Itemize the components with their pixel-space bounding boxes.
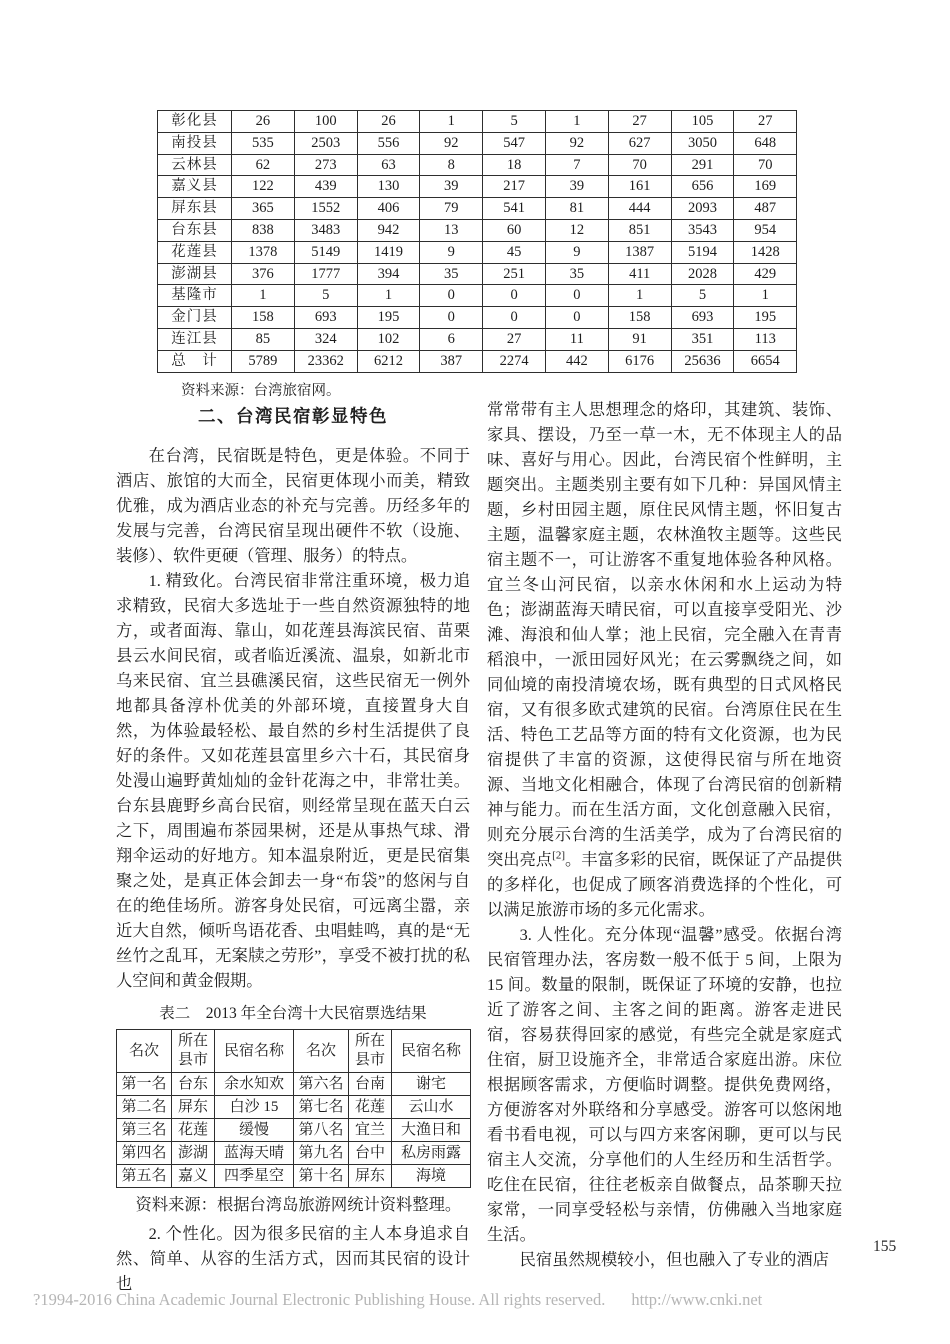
table-cell: 1552 [294, 198, 357, 220]
table-cell: 彰化县 [158, 111, 232, 133]
col-header-rank: 名次 [117, 1030, 172, 1073]
top-ten-minsu-table [116, 1029, 471, 1188]
table-cell: 1387 [608, 241, 671, 263]
table-cell: 1 [232, 285, 295, 307]
table-cell: 缓慢 [215, 1119, 294, 1142]
table-cell: 南投县 [158, 132, 232, 154]
table-cell: 387 [420, 350, 483, 372]
table-cell: 942 [357, 219, 420, 241]
table-cell: 439 [294, 176, 357, 198]
table-cell: 23362 [294, 350, 357, 372]
table-row [158, 307, 797, 329]
table-cell: 656 [671, 176, 734, 198]
table-cell: 26 [357, 111, 420, 133]
table-cell: 541 [483, 198, 546, 220]
table-cell: 27 [483, 328, 546, 350]
table-row [117, 1119, 471, 1142]
table-cell: 547 [483, 132, 546, 154]
table-cell: 5 [483, 111, 546, 133]
table-cell: 838 [232, 219, 295, 241]
table-cell: 5149 [294, 241, 357, 263]
table-cell: 35 [420, 263, 483, 285]
table-cell: 648 [734, 132, 797, 154]
table-row [158, 111, 797, 133]
table-cell: 251 [483, 263, 546, 285]
table-cell: 基隆市 [158, 285, 232, 307]
table-cell: 693 [294, 307, 357, 329]
table-cell: 1 [420, 111, 483, 133]
table-row [158, 285, 797, 307]
table-cell: 324 [294, 328, 357, 350]
section-heading: 二、台湾民宿彰显特色 [198, 406, 388, 426]
table-cell: 79 [420, 198, 483, 220]
table-cell: 627 [608, 132, 671, 154]
table-cell: 217 [483, 176, 546, 198]
table-cell: 27 [734, 111, 797, 133]
table-cell: 9 [420, 241, 483, 263]
paragraph-intro: 在台湾，民宿既是特色，更是体验。不同于酒店、旅馆的大而全，民宿更体现小而美，精致优雅，成为酒店业态的补充与完善。历经多年的发展与完善，台湾民宿呈现出硬件不软（设施、装修）、软件更硬（管理、服务）的特点。 [116, 446, 470, 565]
table-cell: 台中 [349, 1142, 392, 1165]
table-row [158, 350, 797, 372]
table-cell: 余水知欢 [215, 1073, 294, 1096]
table-cell: 0 [483, 307, 546, 329]
table-cell: 444 [608, 198, 671, 220]
table-cell: 总 计 [158, 350, 232, 372]
table-cell: 第五名 [117, 1165, 172, 1188]
table-cell: 411 [608, 263, 671, 285]
table-cell: 云林县 [158, 154, 232, 176]
table-cell: 1 [734, 285, 797, 307]
table-row [158, 328, 797, 350]
paragraph-personalization-cont [487, 397, 842, 922]
table-cell: 6654 [734, 350, 797, 372]
table-cell: 私房雨露 [392, 1142, 471, 1165]
table-row [117, 1096, 471, 1119]
table-cell: 蓝海天晴 [215, 1142, 294, 1165]
table-cell: 954 [734, 219, 797, 241]
paragraph-humanization: 3. 人性化。充分体现“温馨”感受。依据台湾民宿管理办法，客房数一般不低于 5 间，上限为 15 间。数量的限制，既保证了环境的安静，也拉近了游客之间、主客之间的距离。游客走进民宿，容易获得回家的感觉，有些完全就是家庭式住宿，厨卫设施齐全，非常适合家庭出游。床位根据顾客需求，方便临时调整。提供免费网络，方便游客对外联络和分享感受。游客可以悠闲地看书看电视，可以与四方来客闲聊，更可以与民宿主人交流，分享他们的人生经历和生活哲学。吃住在民宿，往往老板亲自做餐点，品茶聊天拉家常，一同享受轻松与亲情，仿佛融入当地家庭生活。 [487, 925, 842, 1244]
table-cell: 70 [608, 154, 671, 176]
table-cell: 273 [294, 154, 357, 176]
table-cell: 大渔日和 [392, 1119, 471, 1142]
table-cell: 35 [545, 263, 608, 285]
paragraph-professional: 民宿虽然规模较小，但也融入了专业的酒店 [519, 1250, 829, 1269]
table-cell: 6212 [357, 350, 420, 372]
county-stats-table-wrap [157, 110, 796, 373]
table-header-row [117, 1030, 471, 1073]
table-cell: 429 [734, 263, 797, 285]
table-cell: 1378 [232, 241, 295, 263]
table-cell: 39 [545, 176, 608, 198]
table-cell: 5789 [232, 350, 295, 372]
table-cell: 连江县 [158, 328, 232, 350]
table-cell: 351 [671, 328, 734, 350]
table-cell: 台南 [349, 1073, 392, 1096]
table-cell: 9 [545, 241, 608, 263]
table-cell: 113 [734, 328, 797, 350]
table-cell: 第七名 [294, 1096, 349, 1119]
col-header-rank: 名次 [294, 1030, 349, 1073]
table-cell: 2093 [671, 198, 734, 220]
table-cell: 693 [671, 307, 734, 329]
table-cell: 5194 [671, 241, 734, 263]
table-cell: 澎湖 [172, 1142, 215, 1165]
table-cell: 8 [420, 154, 483, 176]
table-row [117, 1142, 471, 1165]
table-cell: 556 [357, 132, 420, 154]
table-cell: 台东县 [158, 219, 232, 241]
table-row [117, 1165, 471, 1188]
table2-caption: 表二 2013 年全台湾十大民宿票选结果 [159, 1005, 427, 1022]
col-header-name: 民宿名称 [392, 1030, 471, 1073]
table-row [158, 241, 797, 263]
table-cell: 第九名 [294, 1142, 349, 1165]
table-cell: 白沙 15 [215, 1096, 294, 1119]
table-cell: 3543 [671, 219, 734, 241]
table-cell: 第三名 [117, 1119, 172, 1142]
table-cell: 3483 [294, 219, 357, 241]
table-cell: 1 [608, 285, 671, 307]
col-header-county: 所在县市 [349, 1030, 392, 1073]
table-row [117, 1073, 471, 1096]
table-cell: 100 [294, 111, 357, 133]
table-row [158, 219, 797, 241]
table-cell: 宜兰 [349, 1119, 392, 1142]
left-column [116, 397, 470, 1296]
table-cell: 130 [357, 176, 420, 198]
table-row [158, 263, 797, 285]
table-cell: 39 [420, 176, 483, 198]
table-cell: 92 [420, 132, 483, 154]
table-cell: 2503 [294, 132, 357, 154]
table-cell: 0 [420, 285, 483, 307]
table-cell: 屏东县 [158, 198, 232, 220]
footer-url[interactable]: http://www.cnki.net [631, 1290, 763, 1309]
page-number: 155 [873, 1238, 897, 1255]
table-cell: 26 [232, 111, 295, 133]
col-header-county: 所在县市 [172, 1030, 215, 1073]
table-cell: 70 [734, 154, 797, 176]
table-cell: 1419 [357, 241, 420, 263]
table-cell: 台东 [172, 1073, 215, 1096]
citation-marker: [2] [552, 849, 565, 862]
paragraph-personalization: 2. 个性化。因为很多民宿的主人本身追求自然、简单、从容的生活方式，因而其民宿的设计也 [116, 1224, 470, 1293]
paragraph-text: 常常带有主人思想理念的烙印，其建筑、装饰、家具、摆设，乃至一草一木，无不体现主人的品味、喜好与用心。因此，台湾民宿个性鲜明，主题突出。主题类别主要有如下几种：异国风情主题，乡村田园主题，原住民风情主题，怀旧复古主题，温馨家庭主题，农林渔牧主题等。这些民宿主题不一，可让游客不重复地体验各种风格。宜兰冬山河民宿，以亲水休闲和水上运动为特色；澎湖蓝海天晴民宿，可以直接享受阳光、沙滩、海浪和仙人掌；池上民宿，完全融入在青青稻浪中，一派田园好风光；在云雾飘绕之间，如同仙境的南投清境农场，既有典型的日式风格民宿，又有很多欧式建筑的民宿。台湾原住民在生活、特色工艺品等方面的特有文化资源，也为民宿提供了丰富的资源，这使得民宿与所在地资源、当地文化相融合，体现了台湾民宿的创新精神与能力。而在生活方面，文化创意融入民宿，则充分展示台湾的生活美学，成为了台湾民宿的突出亮点 [487, 400, 842, 869]
county-stats-table [157, 110, 797, 373]
table-cell: 5 [671, 285, 734, 307]
table-cell: 105 [671, 111, 734, 133]
table-cell: 60 [483, 219, 546, 241]
table-cell: 第十名 [294, 1165, 349, 1188]
table-cell: 487 [734, 198, 797, 220]
table-cell: 85 [232, 328, 295, 350]
table-row [158, 176, 797, 198]
right-column [487, 397, 842, 1272]
table-cell: 屏东 [349, 1165, 392, 1188]
table-cell: 394 [357, 263, 420, 285]
footer-copyright: ?1994-2016 China Academic Journal Electronic Publishing House. All rights reserved. [33, 1290, 606, 1309]
table-cell: 3050 [671, 132, 734, 154]
table-cell: 25636 [671, 350, 734, 372]
table-cell: 金门县 [158, 307, 232, 329]
table-cell: 屏东 [172, 1096, 215, 1119]
table-cell: 花莲 [172, 1119, 215, 1142]
table-cell: 1 [357, 285, 420, 307]
table-cell: 102 [357, 328, 420, 350]
table-cell: 嘉义 [172, 1165, 215, 1188]
table-cell: 92 [545, 132, 608, 154]
paragraph-refinement: 1. 精致化。台湾民宿非常注重环境，极力追求精致，民宿大多选址于一些自然资源独特的地方，或者面海、靠山，如花莲县海滨民宿、苗栗县云水间民宿，或者临近溪流、温泉，如新北市乌来民宿、宜兰县礁溪民宿，这些民宿无一例外地都具备淳朴优美的外部环境，直接置身大自然，为体验最轻松、最自然的乡村生活提供了良好的条件。又如花莲县富里乡六十石，其民宿身处漫山遍野黄灿灿的金针花海之中，非常壮美。台东县鹿野乡高台民宿，则经常呈现在蓝天白云之下，周围遍布茶园果树，还是从事热气球、滑翔伞运动的好地方。知本温泉附近，更是民宿集聚之处，是真正体会卸去一身“布袋”的悠闲与自在的绝佳场所。游客身处民宿，可远离尘嚣，亲近大自然，倾听鸟语花香、虫唱蛙鸣，真的是“无丝竹之乱耳，无案牍之劳形”，享受不被打扰的私人空间和黄金假期。 [116, 571, 470, 990]
table-cell: 0 [420, 307, 483, 329]
table-cell: 1428 [734, 241, 797, 263]
table-cell: 63 [357, 154, 420, 176]
table-cell: 365 [232, 198, 295, 220]
footer [33, 1290, 933, 1310]
table-cell: 嘉义县 [158, 176, 232, 198]
table-cell: 535 [232, 132, 295, 154]
table-cell: 6 [420, 328, 483, 350]
table-cell: 第一名 [117, 1073, 172, 1096]
table-cell: 158 [232, 307, 295, 329]
table-cell: 花莲 [349, 1096, 392, 1119]
table-cell: 第二名 [117, 1096, 172, 1119]
table-cell: 第六名 [294, 1073, 349, 1096]
table-cell: 442 [545, 350, 608, 372]
table-cell: 122 [232, 176, 295, 198]
table-cell: 406 [357, 198, 420, 220]
table-cell: 0 [545, 285, 608, 307]
table-cell: 2028 [671, 263, 734, 285]
table-cell: 1777 [294, 263, 357, 285]
table-cell: 第八名 [294, 1119, 349, 1142]
table-cell: 13 [420, 219, 483, 241]
table-cell: 45 [483, 241, 546, 263]
table1-source-note: 资料来源：台湾旅宿网。 [181, 383, 341, 399]
table-cell: 第四名 [117, 1142, 172, 1165]
table-cell: 12 [545, 219, 608, 241]
table-cell: 云山水 [392, 1096, 471, 1119]
paragraph-text: 。丰富多彩的民宿，既保证了产品提供的多样化，也促成了顾客消费选择的个性化，可以满足旅游市场的多元化需求。 [487, 850, 842, 919]
table-cell: 195 [357, 307, 420, 329]
table-cell: 27 [608, 111, 671, 133]
table-row [158, 154, 797, 176]
col-header-name: 民宿名称 [215, 1030, 294, 1073]
table-cell: 11 [545, 328, 608, 350]
table-cell: 291 [671, 154, 734, 176]
table-cell: 161 [608, 176, 671, 198]
table-cell: 5 [294, 285, 357, 307]
table-cell: 195 [734, 307, 797, 329]
table-cell: 851 [608, 219, 671, 241]
table-cell: 0 [483, 285, 546, 307]
table-cell: 18 [483, 154, 546, 176]
table-cell: 62 [232, 154, 295, 176]
table-cell: 2274 [483, 350, 546, 372]
table-cell: 7 [545, 154, 608, 176]
table-cell: 花莲县 [158, 241, 232, 263]
table-cell: 四季星空 [215, 1165, 294, 1188]
table-cell: 澎湖县 [158, 263, 232, 285]
table2-source-note: 资料来源：根据台湾岛旅游网统计资料整理。 [135, 1195, 462, 1214]
table-cell: 海境 [392, 1165, 471, 1188]
table-cell: 376 [232, 263, 295, 285]
table-row [158, 132, 797, 154]
table-cell: 91 [608, 328, 671, 350]
table-cell: 158 [608, 307, 671, 329]
table-cell: 169 [734, 176, 797, 198]
table-row [158, 198, 797, 220]
table-cell: 1 [545, 111, 608, 133]
table-cell: 6176 [608, 350, 671, 372]
table-cell: 谢宅 [392, 1073, 471, 1096]
table-cell: 0 [545, 307, 608, 329]
table-cell: 81 [545, 198, 608, 220]
